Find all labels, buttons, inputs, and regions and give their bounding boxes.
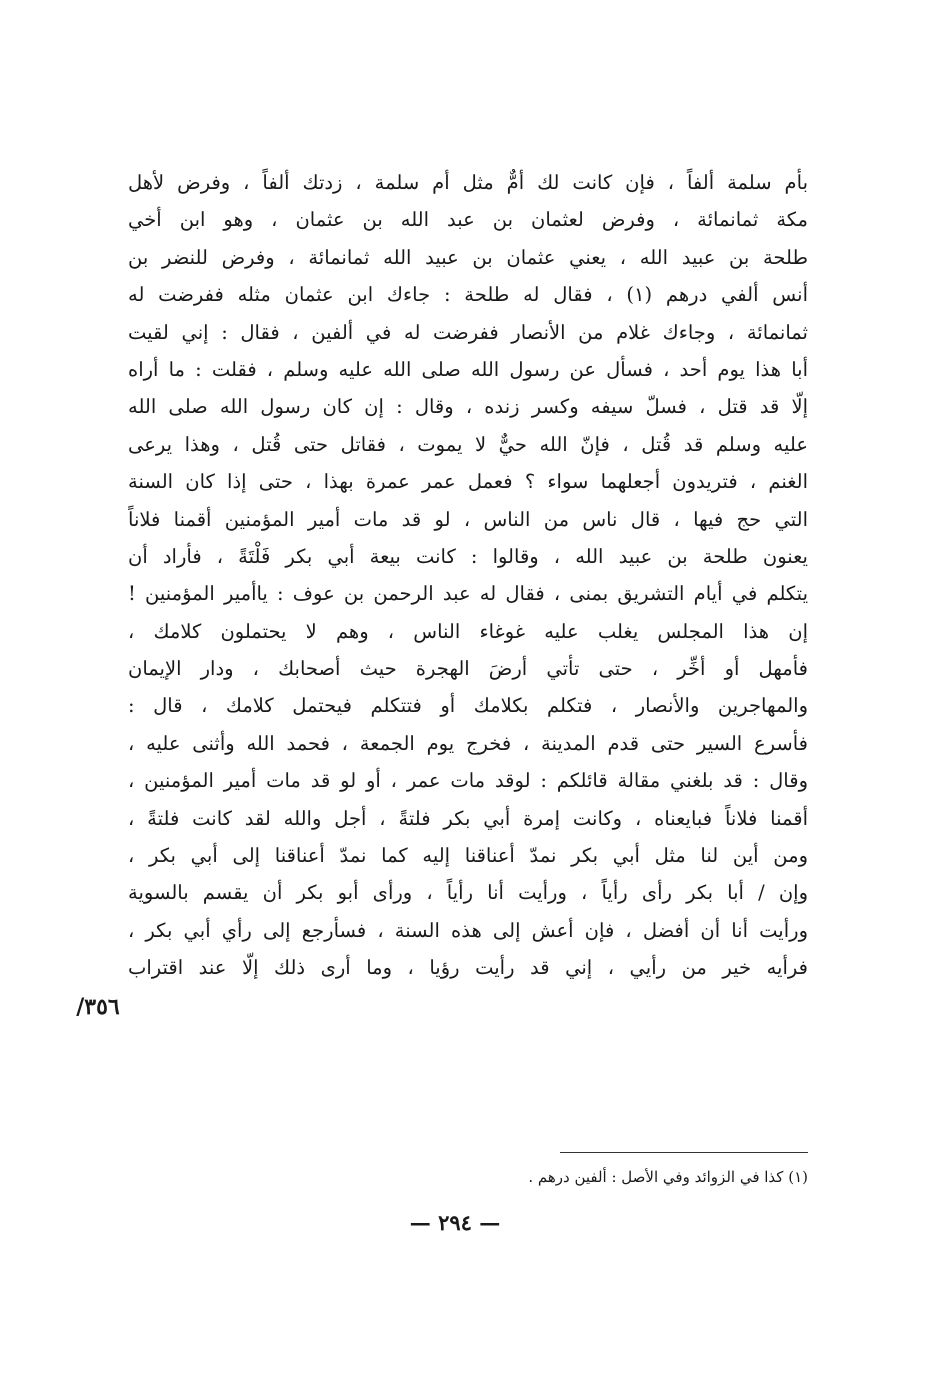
text-line: ورأيت أنا أن أفضل ، فإن أعش إلى هذه السنة ، فسأرجع إلى رأي أبي بكر ، [128, 918, 808, 942]
text-line: أبا هذا يوم أحد ، فسأل عن رسول الله صلى الله عليه وسلم ، فقلت : ما أراه [128, 357, 808, 381]
text-line: يعنون طلحة بن عبيد الله ، وقالوا : كانت بيعة أبي بكر فَلْتَةً ، فأراد أن [128, 544, 808, 568]
text-line: فأمهل أو أخِّر ، حتى تأتي أرضَ الهجرة حيث أصحابك ، ودار الإيمان [128, 657, 808, 681]
text-line: ثمانمائة ، وجاءك غلام من الأنصار ففرضت له في ألفين ، فقال : إني لقيت [128, 320, 808, 344]
footnote-divider [560, 1152, 808, 1153]
text-line: يتكلم في أيام التشريق بمنى ، فقال له عبد الرحمن بن عوف : ياأمير المؤمنين ! [128, 582, 808, 606]
text-line: فأسرع السير حتى قدم المدينة ، فخرج يوم الجمعة ، فحمد الله وأثنى عليه ، [128, 731, 808, 755]
text-line: وقال : قد بلغني مقالة قائلكم : لوقد مات عمر ، أو لو قد مات أمير المؤمنين ، [128, 769, 808, 793]
text-line: الغنم ، فتريدون أجعلهما سواء ؟ فعمل عمر عمرة بهذا ، حتى إذا كان السنة [128, 470, 808, 494]
text-line: والمهاجرين والأنصار ، فتكلم بكلامك أو فتتكلم فيحتمل كلامك ، قال : [128, 694, 808, 718]
text-line: مكة ثمانمائة ، وفرض لعثمان بن عبد الله بن عثمان ، وهو ابن أخي [128, 208, 808, 232]
text-line: أنس ألفي درهم (١) ، فقال له طلحة : جاءك ابن عثمان مثله ففرضت له [128, 283, 808, 307]
text-line: طلحة بن عبيد الله ، يعني عثمان بن عبيد الله ثمانمائة ، وفرض للنضر بن [128, 245, 808, 269]
margin-page-reference: ٣٥٦/ [76, 994, 120, 1020]
text-line: وإن / أبا بكر رأى رأياً ، ورأيت أنا رأياً ، ورأى أبو بكر أن يقسم بالسوية [128, 881, 808, 905]
text-line: التي حج فيها ، قال ناس من الناس ، لو قد مات أمير المؤمنين أقمنا فلاناً [128, 507, 808, 531]
text-line: إن هذا المجلس يغلب عليه غوغاء الناس ، وهم لا يحتملون كلامك ، [128, 619, 808, 643]
text-line: إلّا قد قتل ، فسلّ سيفه وكسر زنده ، وقال : إن كان رسول الله صلى الله [128, 395, 808, 419]
text-line: عليه وسلم قد قُتل ، فإنّ الله حيٌّ لا يموت ، فقاتل حتى قُتل ، وهذا يرعى [128, 432, 808, 456]
page-number: — ٢٩٤ — [409, 1210, 501, 1235]
text-line: أقمنا فلاناً فبايعناه ، وكانت إمرة أبي بكر فلتةً ، أجل والله لقد كانت فلتةً ، [128, 806, 808, 830]
text-line: ومن أين لنا مثل أبي بكر نمدّ أعناقنا إليه كما نمدّ أعناقنا إلى أبي بكر ، [128, 844, 808, 868]
footnote: (١) كذا في الزوائد وفي الأصل : ألفين درهم . [528, 1168, 808, 1186]
text-line: بأم سلمة ألفاً ، فإن كانت لك أمٌّ مثل أم سلمة ، زدتك ألفاً ، وفرض لأهل [128, 171, 808, 194]
body-text [128, 164, 808, 987]
text-line: فرأيه خير من رأيي ، إني قد رأيت رؤيا ، وما أرى ذلك إلّا عند اقتراب [128, 956, 808, 980]
